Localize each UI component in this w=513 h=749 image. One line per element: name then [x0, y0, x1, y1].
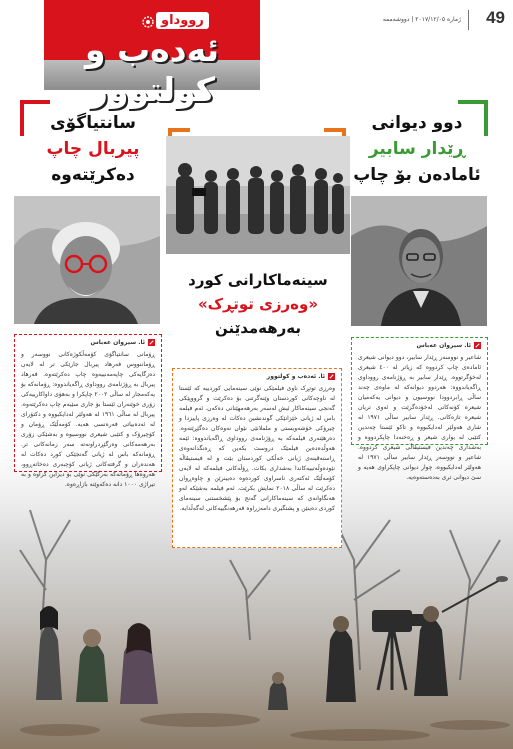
right-headline-line3: ئامادەن بۆ چاپ: [353, 165, 481, 185]
masthead-subtitle: رووداو: [156, 12, 209, 29]
right-portrait-photo: [351, 196, 487, 326]
left-article-author: ئا. سیروان عەباس: [90, 339, 145, 346]
left-article-body: ڕۆمانی سانتیاگۆی کۆمەڵکوژەکانی نووسەر و ڕۆماننووس فەرهاد پیربال جارێکی تر لە لایەن دەزگایەکی چاپەمەنییەوە چاپ دەکرێتەوە. فەرهاد پیربال بە ڕۆژنامەی رووداوی ڕاگەیاندووە: ڕۆمانەکە بۆ یەکەمجار لە ساڵی ٢٠٠٢ چاپکرا و بەهۆی داواکارییەکی زۆری خوێنەران ئێستا بۆ جاری سێیەم چاپ دەکرێتەوە. پیربال لە ساڵی ١٩٦١ لە هەولێر لەدایکبووە و دکتۆرای لە ئەدەبیاتی فەرەنسی هەیە. کۆمەڵێک ڕۆمان و کۆچیرۆک و کتێبی شیعری نووسیوە و بەشێکی زۆری بەرهەمەکانی وەرگێڕدراونەتە سەر زمانەکانی تر. ڕۆمانەکە باس لە ژیانی گەنجێکی کورد دەکات لە هەندەران و گرفتەکانی ژیانی کۆچبەری دەخاتەڕوو، هەروەها ڕۆمانەکە بەرگێکی نوێی بۆ دیزاین کراوە و بە تیراژی ١٠٠٠ دانە دەکەوێتە بازاڕەوە.: [21, 351, 155, 488]
left-article: [14, 334, 162, 488]
left-headline-line1: سانتیاگۆی: [50, 113, 136, 133]
issue-date: ژمارە ٢٠١٧/١٢/٠٥ | دووشەممە: [382, 16, 461, 23]
center-headline-line3: بەرهەمدێنن: [214, 319, 302, 337]
right-headline-line2: ڕێدار سابیر: [368, 139, 466, 159]
left-article-headline: [26, 110, 160, 188]
center-headline-line1: سینەماکارانی کورد: [188, 271, 328, 289]
page-number-divider: [468, 10, 469, 30]
author-pen-icon: [328, 373, 335, 380]
left-headline-line2: پیربال چاپ: [46, 139, 140, 159]
right-headline-line1: دوو دیوانی: [371, 113, 463, 133]
masthead-title: ئەدەب و کولتوور: [85, 30, 219, 109]
center-article-byline: [179, 373, 335, 380]
right-article-headline: [350, 110, 484, 188]
author-pen-icon: [148, 339, 155, 346]
right-article-author: ئا. سیروان عەباس: [416, 342, 471, 349]
left-portrait-photo: [14, 196, 160, 324]
author-pen-icon: [474, 342, 481, 349]
center-article: [172, 368, 342, 548]
center-film-crew-photo: [166, 136, 350, 254]
left-headline-line3: دەکرێتەوە: [51, 165, 135, 185]
center-article-author: ئا. ئەدەب و کولتوور: [266, 373, 325, 380]
right-article-byline: [358, 342, 481, 349]
right-article: [351, 337, 488, 481]
left-article-byline: [21, 339, 155, 346]
right-article-body: شاعیر و نووسەر ڕێدار سابیر، دوو دیوانی شیعری ئامادەی چاپ کردووە کە زیاتر لە ٤٠٠ شیعری لەخۆگرتووە. ڕێدار سابیر بە ڕۆژنامەی رووداوی ڕاگەیاندووە: هەردوو دیوانەکە لە ماوەی چەند ساڵی ڕابردوودا نووسیون و دیوانی یەکەمیان شیعرە کۆنەکانی لەخۆدەگرێت و ئەوی تریان شیعرە تازەکانی. ڕێدار سابیر ساڵی ١٩٧١ لە شاری هەولێر لەدایکبووە و تاکو ئێستا چەندین کتێبی لە بواری شیعر و ڕەخنەدا چاپکردووە و بەشداری چەندین فیستیڤاڵی شیعری کردووە. شاعیر و نووسەر ڕێدار سابیر ساڵی ١٩٧١ لە هەولێر لەدایکبووە، چوار دیوانی چاپکراوی هەیە و سێ دیوانی تری بەدەستەوەیە.: [358, 354, 481, 481]
center-article-body: وەرزی توتڕک ناوی فیلمێکی نوێی سینەمایی کوردییە کە ئێستا لە ناوچەکانی کوردستان وێنەگرتنی بۆ دەکرێت و گرووپێکی گەنجی سینەماکار ئیش لەسەر بەرهەمهێنانی دەکەن. ئەم فیلمە باس لە ژیانی خێزانێکی گوندنشین دەکات لە وەرزی پاییزدا و چیرۆکی خۆشەویستی و ململانێی نێوان نەوەکان دەگێڕێتەوە. دەرهێنەری فیلمەکە بە ڕۆژنامەی رووداوی ڕاگەیاندووە: ئێمە هەوڵدەدەین فیلمێک دروست بکەین کە ڕەنگدانەوەی ڕاستەقینەی ژیانی خەڵکی کوردستان بێت و لە فیستیڤاڵە نێودەوڵەتییەکاندا بەشداری بکات. ڕۆڵەکانی فیلمەکە لە لایەن کۆمەڵێک ئەکتەری ناسراوی کوردەوە دەبینرێن و چاوەڕوان دەکرێت لە ساڵی ٢٠١٨ نمایش بکرێت. ئەم فیلمە بەشێکە لەو هەنگاوانەی کە سینەماکارانی گەنج بۆ پێشخستنی سینەمای کوردی دەینێن و پشتگیری دامەزراوە فەرهەنگییەکانی لەگەڵدایە.: [179, 385, 335, 512]
center-article-headline: [166, 268, 350, 340]
center-headline-line2: «وەرزی توتڕک»: [197, 295, 319, 313]
masthead-burst-icon: [142, 16, 154, 28]
page-number: 49: [486, 8, 505, 27]
section-masthead: [44, 0, 260, 109]
